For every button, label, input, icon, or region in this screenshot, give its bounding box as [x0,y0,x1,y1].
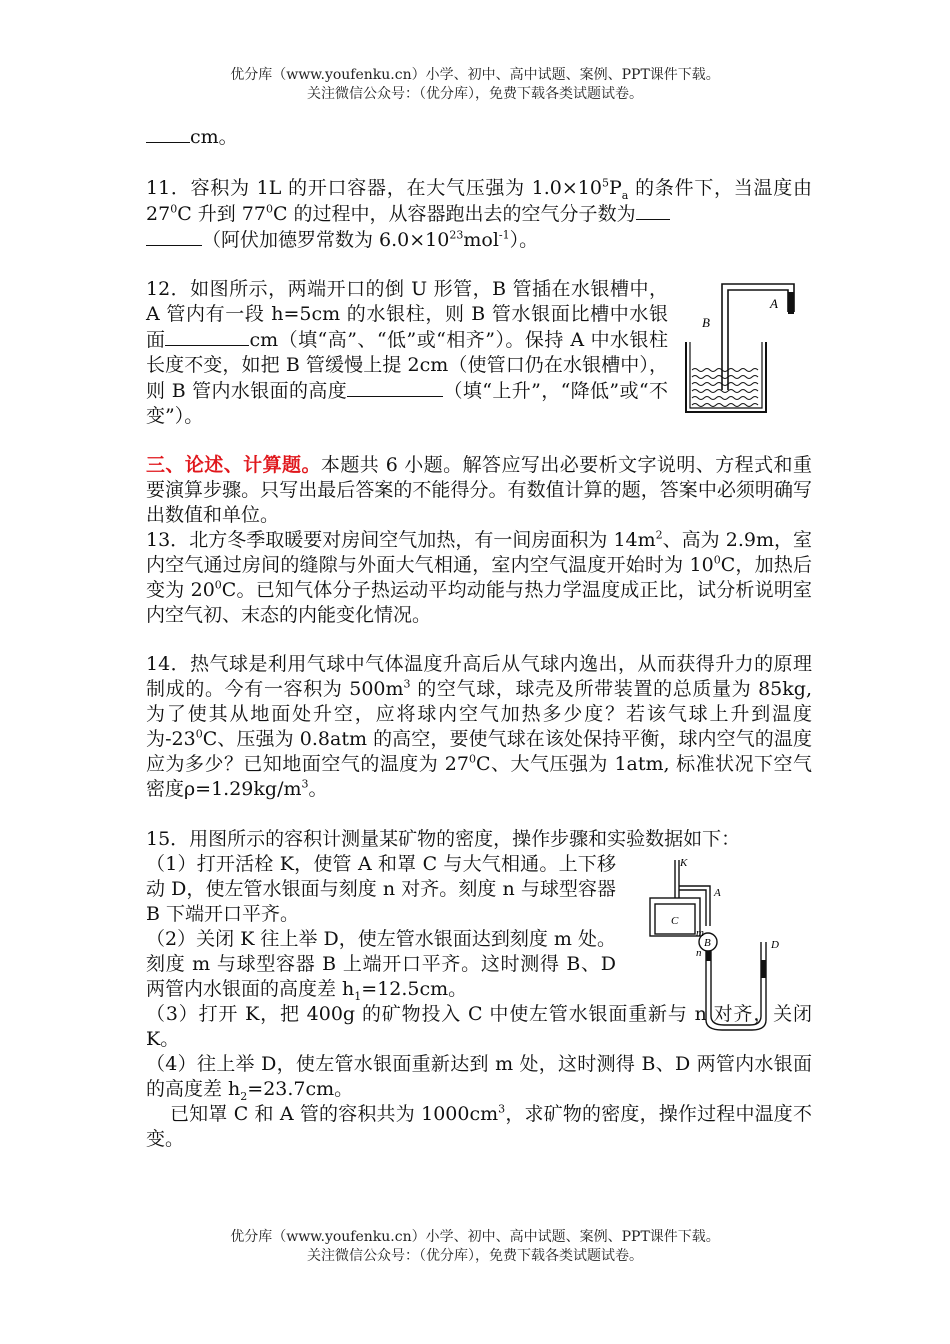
label-b: B [702,315,710,330]
header-line-2: 关注微信公众号：（优分库），免费下载各类试题试卷。 [307,86,643,102]
step-5: 已知罩 C 和 A 管的容积共为 $1000cm^3$，求矿物的密度，操作过程中温度不变。 [146,1102,812,1150]
label-m: m [696,927,704,939]
answer-blank [146,227,202,246]
label-k: K [680,857,688,869]
label-a: A [770,296,778,311]
footer-line-2: 关注微信公众号：（优分库），免费下载各类试题试卷。 [307,1248,643,1264]
question-12: 12．如图所示，两端开口的倒 U 形管，B 管插在水银槽中，A 管内有一段 h=5cm 的水银柱，则 B 管水银面比槽中水银面 cm（填“高”、“低”或“相齐”）。保持 A 中水银柱长度不变，如把 B 管缓慢上提 2cm（使管口仍在水银槽中），则 B 管内水银面的高度 （填“上升”，“降低”或“不变”）。 A B [146,277,812,429]
step-2: （2）关闭 K 往上举 D，使左管水银面达到刻度 m 处。刻度 m 与球型容器 B 上端开口平齐。这时测得 B、D 两管内水银面的高度差 $h_1=12.5cm$。 [146,928,616,1003]
u-tube-figure [684,282,814,432]
question-13: 13．北方冬季取暖要对房间空气加热，有一间房面积为 $14m^2$、高为 2.9m，室内空气通过房间的缝隙与外面大气相通，室内空气温度开始时为 $10^0C$，加热后变为 $20^0C$。已知气体分子热运动平均动能与热力学温度成正比，试分析说明室内空气初、末态的内能变化情况。 [146,528,813,626]
section-title: 三、论述、计算题。 [146,454,321,476]
question-15: 15．用图所示的容积计测量某矿物的密度，操作步骤和实验数据如下： （1）打开活栓 K，使管 A 和罩 C 与大气相通。上下移动 D，使左管水银面与刻度 n 对齐。刻度 n 与球型容器 B 下端开口平齐。 （2）关闭 K 往上举 D，使左管水银面达到刻度 m 处。刻度 m 与球型容器 B 上端开口平齐。这时测得 B、D 两管内水银面的高度差 $h_1=12.5cm$。 K A C B D m n （3）打开 K，把 400g 的矿物投入 C 中使左管水银面重新与 n 对齐，关闭 K。 （4）往上举 D，使左管水银面重新达到 m 处，这时测得 B、D 两管内水银面的高度差 $h_2=23.7cm$。 已知罩 C 和 A 管的容积共为 $1000cm^3$，求矿物的密度，操作过程中温度不变。 [146,828,812,1150]
label-c: C [671,915,679,927]
label-n: n [696,947,702,959]
section-3-intro: 三、论述、计算题。本题共 6 小题。解答应写出必要析文字说明、方程式和重要演算步骤。只写出最后答案的不能得分。有数值计算的题，答案中必须明确写出数值和单位。 [146,454,812,526]
label-d: D [771,939,779,951]
answer-blank [146,124,190,143]
page-header [0,66,950,104]
page-footer [0,1228,950,1266]
document-body [146,124,812,1152]
mercury-column [788,292,794,314]
answer-blank [347,378,443,397]
question-11: 11．容积为 1L 的开口容器，在大气压强为 $1.0\times 10^5P_a$ 的条件下，当温度由 $27^0C$ 升到 $77^0C$ 的过程中，从容器跑出去的空气分子数为 （阿伏加德罗常数为 $6.0\times 10^{23}mol^{-1}$）。 [146,176,812,251]
volumeter-figure [640,852,800,1032]
header-line-1: 优分库（www.youfenku.cn）小学、初中、高中试题、案例、PPT课件下载。 [230,67,720,83]
step-3: （3）打开 K，把 400g 的矿物投入 C 中使左管水银面重新与 n 对齐，关闭 K。 [146,1003,812,1050]
answer-blank [636,201,670,220]
question-14: 14．热气球是利用气球中气体温度升高后从气球内逸出，从而获得升力的原理制成的。今有一容积为 $500m^3$ 的空气球，球壳及所带装置的总质量为 85kg, 为了使其从地面处升空，应将球内空气加热多少度？若该气球上升到温度为$-23^0C$、压强为 0.8atm 的高空，要使气球在该处保持平衡，球内空气的温度应为多少？已知地面空气的温度为 $27^0C$、大气压强为 1atm, 标准状况下空气密度$\rho=1.29kg/m^3$。 [146,653,812,800]
step-4: （4）往上举 D，使左管水银面重新达到 m 处，这时测得 B、D 两管内水银面的高度差 $h_2=23.7cm$。 [146,1053,812,1103]
step-1: （1）打开活栓 K，使管 A 和罩 C 与大气相通。上下移动 D，使左管水银面与刻度 n 对齐。刻度 n 与球型容器 B 下端开口平齐。 [146,853,616,925]
answer-blank [165,327,249,346]
q10-tail: cm。 [146,124,812,150]
footer-line-1: 优分库（www.youfenku.cn）小学、初中、高中试题、案例、PPT课件下载。 [230,1229,720,1245]
label-a: A [714,887,721,899]
mercury-surface [692,369,758,407]
label-b: B [704,937,711,949]
